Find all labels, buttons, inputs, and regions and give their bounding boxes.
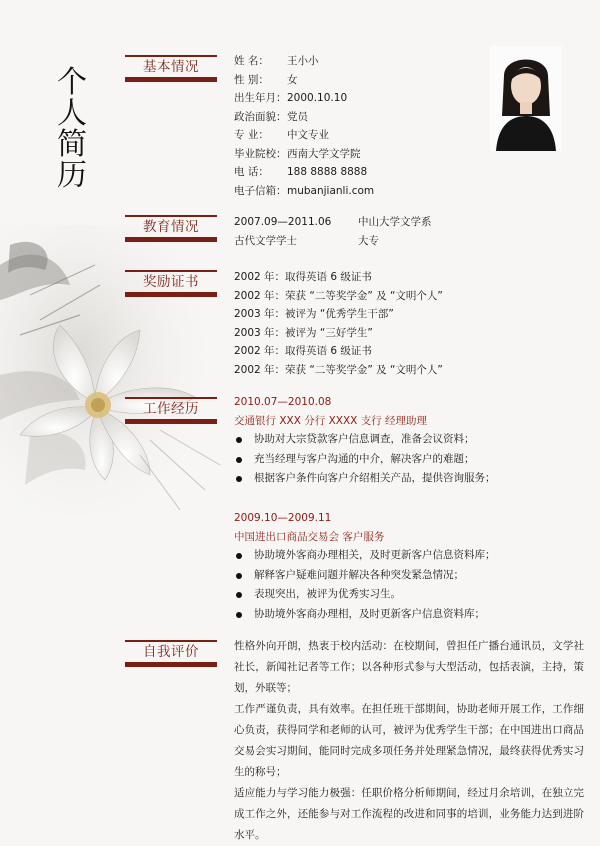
section-header-self xyxy=(125,640,217,667)
award-item: 2002 年：取得英语 6 级证书 xyxy=(234,345,372,357)
duty-item: 解释客户疑难问题并解决各种突发紧急情况； xyxy=(234,566,496,586)
self-eval-paragraph: 工作严谨负责，具有效率。在担任班干部期间，协助老师开展工作，工作细心负责，获得同学和老师的认可，被评为优秀学生干部；在中国进出口商品交易会实习期间，能同时完成多项任务并处理紧急情况，最终获得优秀实习生的称号； xyxy=(234,703,584,778)
info-row xyxy=(234,52,374,71)
info-label: 专 业： xyxy=(234,129,269,141)
work-job-2 xyxy=(234,509,496,624)
award-item: 2002 年：取得英语 6 级证书 xyxy=(234,271,372,283)
info-label: 电子信箱： xyxy=(234,184,287,197)
duty-item: 根据客户条件向客户介绍相关产品，提供咨询服务； xyxy=(234,469,496,489)
info-value: 西南大学文学院 xyxy=(287,147,361,160)
edu-level: 大专 xyxy=(358,234,379,247)
info-value: 王小小 xyxy=(287,55,319,67)
section-header-awards xyxy=(125,270,217,297)
bullet-icon xyxy=(236,437,242,443)
info-value: 188 8888 8888 xyxy=(287,166,368,178)
lotus-painting xyxy=(0,225,225,515)
info-label: 性 别： xyxy=(234,73,269,86)
award-item: 2002 年：荣获 “二等奖学金” 及 “文明个人” xyxy=(234,363,443,376)
work-company: 交通银行 XXX 分行 XXXX 支行 经理助理 xyxy=(234,414,428,427)
section-header-basic xyxy=(125,55,217,82)
info-label: 政治面貌： xyxy=(234,110,287,123)
title-char: 个 xyxy=(57,65,87,100)
info-row xyxy=(234,89,374,108)
info-value: 女 xyxy=(287,73,298,86)
info-label: 毕业院校： xyxy=(234,147,287,160)
bullet-icon xyxy=(236,553,242,559)
bullet-icon xyxy=(236,573,242,579)
work-company: 中国进出口商品交易会 客户服务 xyxy=(234,530,385,543)
section-header-work xyxy=(125,397,217,424)
section-title: 基本情况 xyxy=(143,59,199,75)
title-char: 历 xyxy=(57,158,87,193)
section-title: 自我评价 xyxy=(143,644,199,660)
title-char: 简 xyxy=(57,127,87,162)
awards-list xyxy=(234,268,443,379)
info-label: 电 话： xyxy=(234,166,269,178)
self-eval-paragraph: 适应能力与学习能力极强：任职价格分析师期间，经过月余培训，在独立完成工作之外，还能参与对工作流程的改进和同事的培训，业务能力达到进阶水平。 xyxy=(234,787,584,841)
info-value: 2000.10.10 xyxy=(287,92,348,104)
section-title: 奖励证书 xyxy=(143,274,199,290)
award-item: 2002 年：荣获 “二等奖学金” 及 “文明个人” xyxy=(234,289,443,302)
edu-degree: 古代文学学士 xyxy=(234,234,297,247)
info-value: mubanjianli.com xyxy=(287,184,375,197)
info-value: 中文专业 xyxy=(287,129,329,141)
duty-item: 表现突出，被评为优秀实习生。 xyxy=(234,585,496,605)
education-info xyxy=(234,213,432,250)
work-period: 2010.07—2010.08 xyxy=(234,396,332,408)
section-header-education xyxy=(125,215,217,242)
bullet-icon xyxy=(236,612,242,618)
info-row xyxy=(234,108,374,127)
info-label: 姓 名： xyxy=(234,55,269,67)
info-row xyxy=(234,71,374,90)
info-label: 出生年月： xyxy=(234,92,287,104)
bullet-icon xyxy=(236,457,242,463)
title-char: 人 xyxy=(57,96,87,131)
duty-item: 充当经理与客户沟通的中介，解决客户的难题； xyxy=(234,450,496,470)
profile-photo xyxy=(490,46,562,151)
duty-item: 协助对大宗贷款客户信息调查，准备会议资料； xyxy=(234,430,496,450)
info-row xyxy=(234,182,374,201)
award-item: 2003 年：被评为 “优秀学生干部” xyxy=(234,308,394,320)
info-value: 党员 xyxy=(287,110,308,123)
basic-info xyxy=(234,52,374,200)
bullet-icon xyxy=(236,592,242,598)
resume-title xyxy=(55,65,89,193)
duty-item: 协助境外客商办理相关，及时更新客户信息资料库； xyxy=(234,546,496,566)
bullet-icon xyxy=(236,476,242,482)
work-period: 2009.10—2009.11 xyxy=(234,512,332,524)
award-item: 2003 年：被评为 “三好学生” xyxy=(234,326,373,339)
work-job-1 xyxy=(234,393,496,489)
self-evaluation xyxy=(234,636,584,846)
edu-period: 2007.09—2011.06 xyxy=(234,216,332,228)
info-row xyxy=(234,145,374,164)
edu-school: 中山大学文学系 xyxy=(358,216,432,228)
self-eval-paragraph: 性格外向开朗，热衷于校内活动：在校期间，曾担任广播台通讯员，文学社社长，新闻社记者等工作；以各种形式参与大型活动，包括表演，主持，策划，外联等； xyxy=(234,640,584,694)
duty-item: 协助境外客商办理相，及时更新客户信息资料库； xyxy=(234,605,496,625)
info-row xyxy=(234,163,374,182)
section-title: 教育情况 xyxy=(143,219,199,235)
section-title: 工作经历 xyxy=(143,401,199,417)
info-row xyxy=(234,126,374,145)
